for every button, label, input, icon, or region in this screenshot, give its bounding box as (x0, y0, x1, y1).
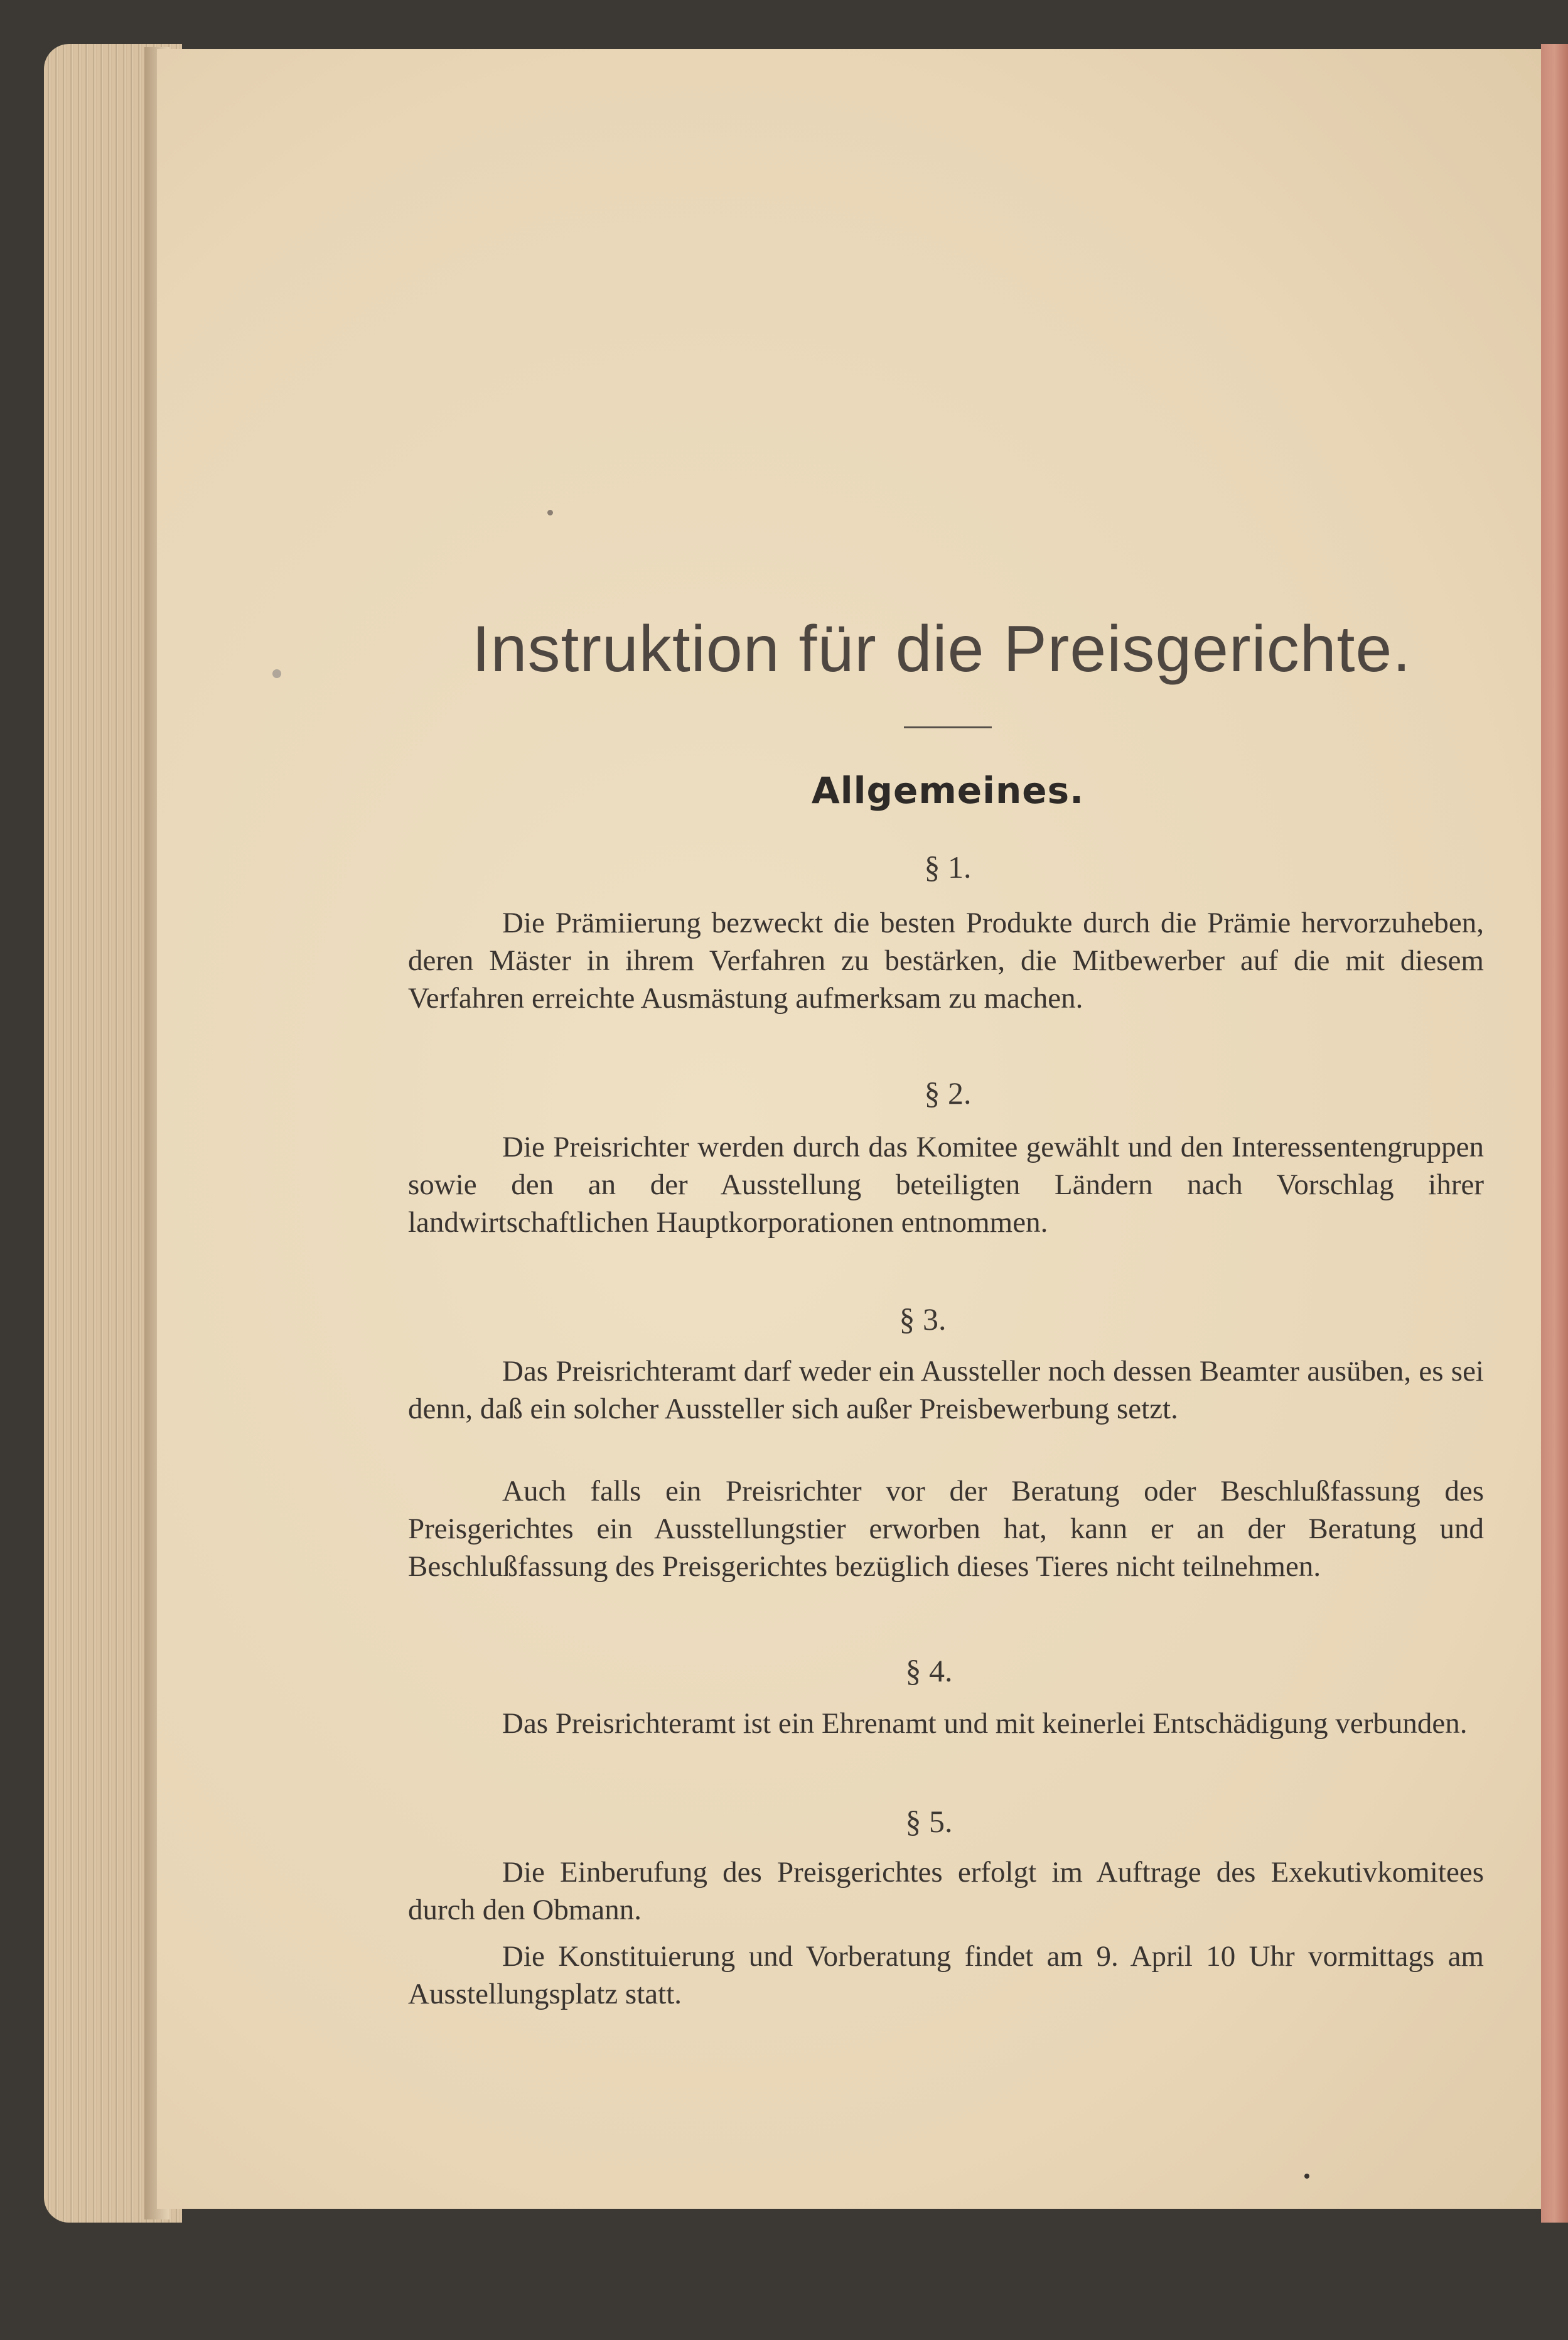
paragraph-number-3: § 3. (899, 1302, 947, 1337)
paragraph-4-text: Das Preisrichteramt ist ein Ehrenamt und mit keinerlei Entschädigung verbunden. (502, 1707, 1468, 1740)
paragraph-5-text-b: Die Konstituierung und Vorberatung findet am 9. April 10 Uhr vormittags am Ausstellungsplatz statt. (408, 1940, 1484, 2010)
paper-speck (272, 669, 281, 678)
paper-speck (547, 510, 553, 515)
page-title: Instruktion für die Preisgerichte. (471, 613, 1412, 686)
facing-page-edge (1541, 44, 1568, 2223)
paragraph-3-text-b: Auch falls ein Preisrichter vor der Beratung oder Beschlußfassung des Preisgerichtes ein Ausstellungstier erworben hat, kann er an der Beratung und Beschlußfassung des Preisgerichtes bezüglich dieses Tieres nicht teilnehmen. (408, 1475, 1484, 1583)
paragraph-number-1: § 1. (924, 849, 972, 885)
paragraph-number-2: § 2. (924, 1076, 972, 1111)
paragraph-number-5: § 5. (905, 1804, 953, 1839)
title-divider (904, 726, 992, 728)
paragraph-3-text-a: Das Preisrichteramt darf weder ein Aussteller noch dessen Beamter ausüben, es sei denn, daß ein solcher Aussteller sich außer Preisbewerbung setzt. (408, 1355, 1484, 1425)
section-heading: Allgemeines. (811, 769, 1085, 812)
paper-speck (1304, 2174, 1309, 2179)
paragraph-1-text: Die Prämiierung bezweckt die besten Produkte durch die Prämie hervorzuheben, deren Mäster in ihrem Verfahren zu bestärken, die Mitbewerber auf die mit diesem Verfahren erreichte Ausmästung aufmerksam zu machen. (408, 907, 1484, 1015)
paragraph-number-4: § 4. (905, 1653, 953, 1688)
paragraph-2-text: Die Preisrichter werden durch das Komitee gewählt und den Interessentengruppen sowie den an der Ausstellung beteiligten Ländern nach Vorschlag ihrer landwirtschaftlichen Hauptkorporationen entnommen. (408, 1131, 1484, 1239)
paragraph-5-text-a: Die Einberufung des Preisgerichtes erfolgt im Auftrage des Exekutivkomitees durch den Obmann. (408, 1856, 1484, 1926)
